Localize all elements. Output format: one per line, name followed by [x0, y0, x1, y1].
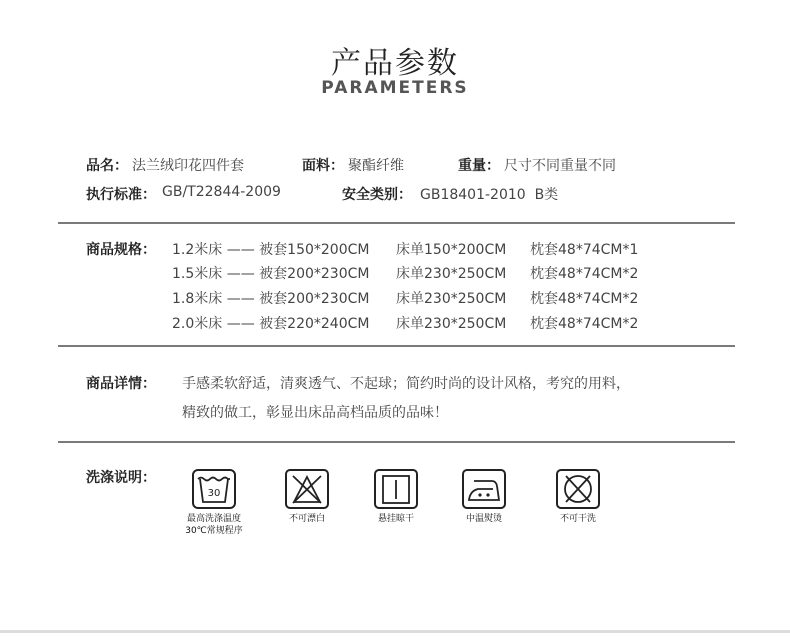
hang-dry-label: 悬挂晾干	[377, 514, 414, 524]
spec-row-sheet: 床单150*200CM	[396, 242, 507, 258]
no-dry-clean-label: 不可干洗	[559, 514, 596, 524]
spec-row-pillow: 枕套48*74CM*2	[530, 266, 639, 282]
care-label: 洗涤说明：	[86, 470, 156, 486]
iron-medium-label: 中温熨烫	[465, 514, 502, 524]
spec-row-pillow: 枕套48*74CM*2	[530, 316, 639, 332]
hang-dry-icon	[374, 469, 418, 513]
details-text-line2: 精致的做工，彰显出床品高档品质的品味！	[182, 405, 448, 421]
spec-row-bed: 1.5米床 —— 被套200*230CM	[172, 266, 370, 282]
spec-row-bed: 1.2米床 —— 被套150*200CM	[172, 242, 370, 258]
standard-label: 执行标准：	[86, 187, 156, 203]
name-value: 法兰绒印花四件套	[132, 158, 244, 174]
spec-row-sheet: 床单230*250CM	[396, 316, 507, 332]
weight-value: 尺寸不同重量不同	[504, 158, 616, 174]
bottom-border	[0, 630, 790, 633]
spec-row-bed: 2.0米床 —— 被套220*240CM	[172, 316, 370, 332]
wash-30-icon	[192, 469, 236, 513]
divider	[58, 222, 735, 224]
svg-text:30: 30	[207, 488, 221, 499]
details-text-line1: 手感柔软舒适，清爽透气、不起球；简约时尚的设计风格，考究的用料，	[182, 376, 630, 392]
fabric-value: 聚酯纤维	[348, 158, 404, 174]
safety-label: 安全类别：	[342, 187, 412, 203]
spec-row-pillow: 枕套48*74CM*2	[530, 291, 639, 307]
spec-row-pillow: 枕套48*74CM*1	[530, 242, 639, 258]
spec-row-bed: 1.8米床 —— 被套200*230CM	[172, 291, 370, 307]
fabric-label: 面料：	[302, 158, 344, 174]
weight-label: 重量：	[458, 158, 500, 174]
no-dry-clean-icon	[556, 469, 600, 513]
safety-value: GB18401-2010 B类	[420, 187, 559, 203]
divider	[58, 345, 735, 347]
details-label: 商品详情：	[86, 376, 156, 392]
iron-medium-icon	[462, 469, 506, 513]
page-title: 产品参数	[331, 46, 459, 81]
specs-label: 商品规格：	[86, 242, 156, 258]
wash-30-label: 最高洗涤温度 30℃常规程序	[185, 514, 243, 536]
standard-value: GB/T22844-2009	[162, 184, 281, 200]
no-bleach-label: 不可漂白	[288, 514, 325, 524]
divider	[58, 441, 735, 443]
no-bleach-icon	[285, 469, 329, 513]
spec-row-sheet: 床单230*250CM	[396, 266, 507, 282]
page-subtitle: PARAMETERS	[321, 78, 469, 98]
spec-row-sheet: 床单230*250CM	[396, 291, 507, 307]
name-label: 品名：	[86, 158, 128, 174]
